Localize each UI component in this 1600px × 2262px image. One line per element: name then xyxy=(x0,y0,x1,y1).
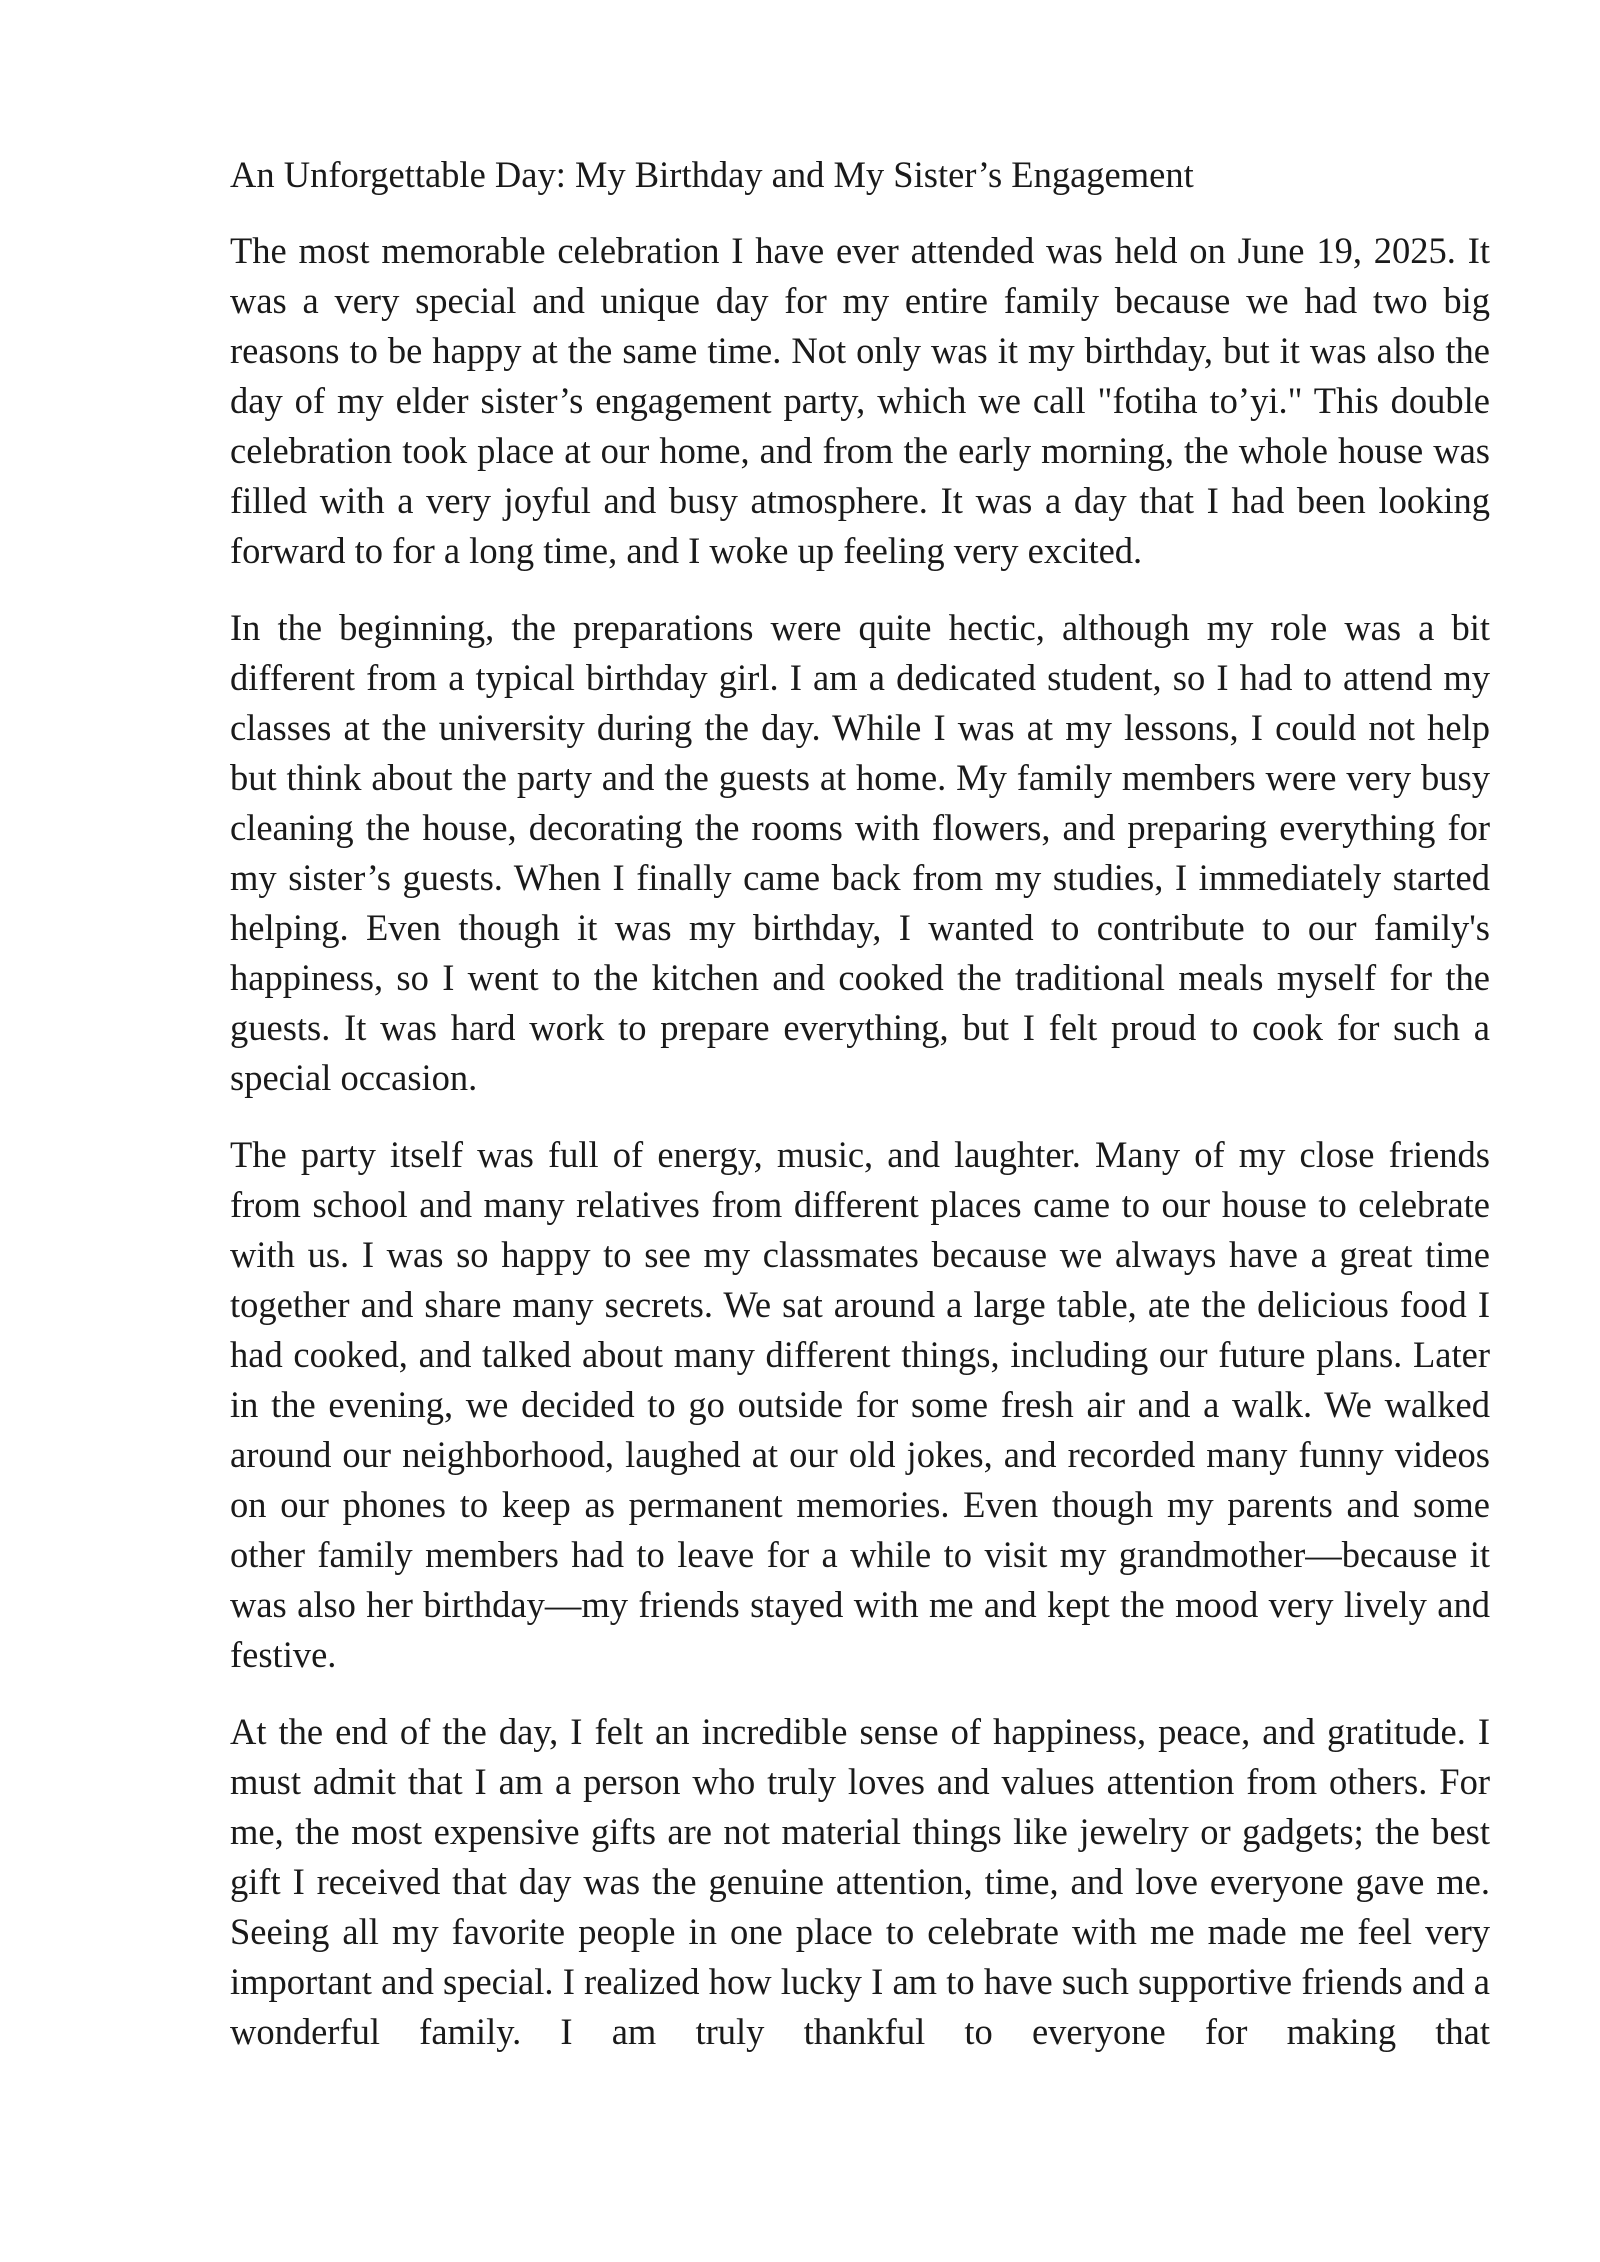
paragraph-3: The party itself was full of energy, music, and laughter. Many of my close friends from school and many relatives from different places came to our house to celebrate with us. I was so happy to see my classmates because we always have a great time together and share many secrets. We sat around a large table, ate the delicious food I had cooked, and talked about many different things, including our future plans. Later in the evening, we decided to go outside for some fresh air and a walk. We walked around our neighborhood, laughed at our old jokes, and recorded many funny videos on our phones to keep as permanent memories. Even though my parents and some other family members had to leave for a while to visit my grandmother—because it was also her birthday—my friends stayed with me and kept the mood very lively and festive. xyxy=(230,1134,1490,1675)
document-title: An Unforgettable Day: My Birthday and My Sister’s Engagement xyxy=(230,154,1194,195)
paragraph-1: The most memorable celebration I have ever attended was held on June 19, 2025. It was a very special and unique day for my entire family because we had two big reasons to be happy at the same time. Not only was it my birthday, but it was also the day of my elder sister’s engagement party, which we call "fotiha to’yi." This double celebration took place at our home, and from the early morning, the whole house was filled with a very joyful and busy atmosphere. It was a day that I had been looking forward to for a long time, and I woke up feeling very excited. xyxy=(230,230,1490,571)
paragraph-4: At the end of the day, I felt an incredible sense of happiness, peace, and gratitude. I must admit that I am a person who truly loves and values attention from others. For me, the most expensive gifts are not material things like jewelry or gadgets; the best gift I received that day was the genuine attention, time, and love everyone gave me. Seeing all my favorite people in one place to celebrate with me made me feel very important and special. I realized how lucky I am to have such supportive friends and a wonderful family. I am truly thankful to everyone for making that xyxy=(230,1711,1490,2052)
paragraph-2: In the beginning, the preparations were quite hectic, although my role was a bit different from a typical birthday girl. I am a dedicated student, so I had to attend my classes at the university during the day. While I was at my lessons, I could not help but think about the party and the guests at home. My family members were very busy cleaning the house, decorating the rooms with flowers, and preparing everything for my sister’s guests. When I finally came back from my studies, I immediately started helping. Even though it was my birthday, I wanted to contribute to our family's happiness, so I went to the kitchen and cooked the traditional meals myself for the guests. It was hard work to prepare everything, but I felt proud to cook for such a special occasion. xyxy=(230,607,1490,1098)
document-body xyxy=(230,150,1490,2084)
